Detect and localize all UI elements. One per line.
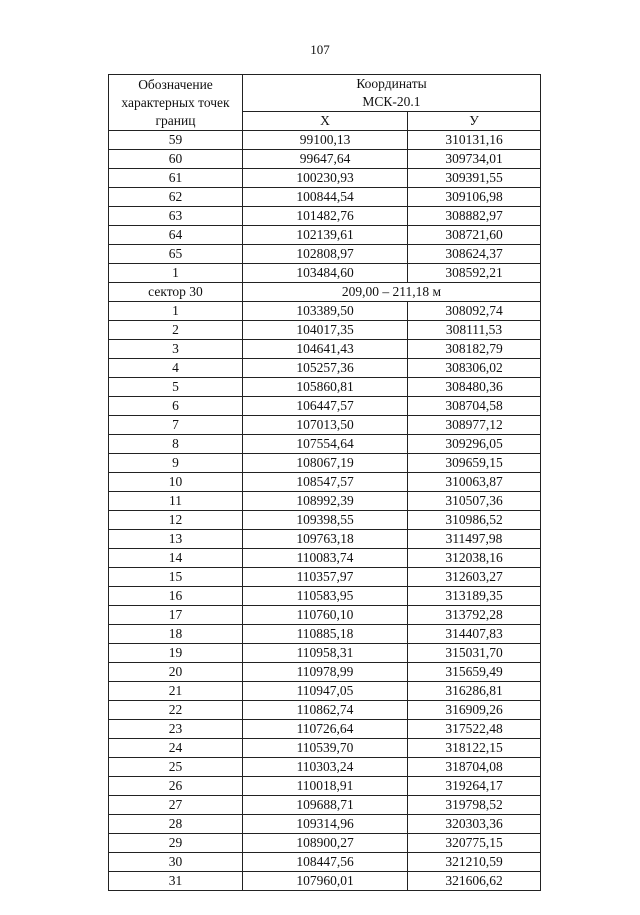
table-row bbox=[109, 511, 541, 530]
coord-x: 108900,27 bbox=[243, 834, 408, 853]
coord-y: 316286,81 bbox=[408, 682, 541, 701]
coord-x: 108992,39 bbox=[243, 492, 408, 511]
coord-y: 308306,02 bbox=[408, 359, 541, 378]
coord-x: 110958,31 bbox=[243, 644, 408, 663]
point-number: 62 bbox=[109, 188, 243, 207]
table-row bbox=[109, 169, 541, 188]
coord-x: 110303,24 bbox=[243, 758, 408, 777]
coord-x: 110885,18 bbox=[243, 625, 408, 644]
table-row bbox=[109, 378, 541, 397]
coord-y: 319798,52 bbox=[408, 796, 541, 815]
table-row bbox=[109, 758, 541, 777]
coord-x: 102808,97 bbox=[243, 245, 408, 264]
coord-x: 110357,97 bbox=[243, 568, 408, 587]
point-number: 15 bbox=[109, 568, 243, 587]
header-point-label: Обозначение характерных точек границ bbox=[109, 75, 243, 131]
sector-range: 209,00 – 211,18 м bbox=[243, 283, 541, 302]
coord-y: 310131,16 bbox=[408, 131, 541, 150]
coord-x: 105257,36 bbox=[243, 359, 408, 378]
coord-x: 110760,10 bbox=[243, 606, 408, 625]
sector-name: сектор 30 bbox=[109, 283, 243, 302]
point-number: 26 bbox=[109, 777, 243, 796]
table-row bbox=[109, 663, 541, 682]
coord-x: 110726,64 bbox=[243, 720, 408, 739]
coord-y: 318122,15 bbox=[408, 739, 541, 758]
coord-x: 108447,56 bbox=[243, 853, 408, 872]
coord-y: 320303,36 bbox=[408, 815, 541, 834]
coord-y: 308111,53 bbox=[408, 321, 541, 340]
table-row bbox=[109, 473, 541, 492]
table-row bbox=[109, 340, 541, 359]
point-number: 21 bbox=[109, 682, 243, 701]
coord-y: 316909,26 bbox=[408, 701, 541, 720]
point-number: 6 bbox=[109, 397, 243, 416]
point-number: 27 bbox=[109, 796, 243, 815]
page-number: 107 bbox=[310, 42, 330, 57]
coord-y: 321210,59 bbox=[408, 853, 541, 872]
coord-y: 317522,48 bbox=[408, 720, 541, 739]
coord-y: 308592,21 bbox=[408, 264, 541, 283]
point-number: 17 bbox=[109, 606, 243, 625]
coord-x: 109688,71 bbox=[243, 796, 408, 815]
coord-y: 308182,79 bbox=[408, 340, 541, 359]
point-number: 64 bbox=[109, 226, 243, 245]
coord-y: 311497,98 bbox=[408, 530, 541, 549]
coord-x: 107013,50 bbox=[243, 416, 408, 435]
coord-y: 308977,12 bbox=[408, 416, 541, 435]
table-row bbox=[109, 644, 541, 663]
point-number: 23 bbox=[109, 720, 243, 739]
point-number: 10 bbox=[109, 473, 243, 492]
point-number: 29 bbox=[109, 834, 243, 853]
coord-x: 108547,57 bbox=[243, 473, 408, 492]
point-number: 31 bbox=[109, 872, 243, 891]
point-number: 2 bbox=[109, 321, 243, 340]
table-row bbox=[109, 625, 541, 644]
table-row bbox=[109, 302, 541, 321]
table-row bbox=[109, 264, 541, 283]
coord-x: 100230,93 bbox=[243, 169, 408, 188]
point-number: 8 bbox=[109, 435, 243, 454]
table-row bbox=[109, 549, 541, 568]
table-row bbox=[109, 701, 541, 720]
table-row bbox=[109, 853, 541, 872]
table-row bbox=[109, 131, 541, 150]
coord-x: 110539,70 bbox=[243, 739, 408, 758]
table-row bbox=[109, 796, 541, 815]
coord-x: 104641,43 bbox=[243, 340, 408, 359]
point-number: 4 bbox=[109, 359, 243, 378]
header-y: У bbox=[408, 112, 541, 131]
point-number: 14 bbox=[109, 549, 243, 568]
coord-x: 110583,95 bbox=[243, 587, 408, 606]
table-row bbox=[109, 226, 541, 245]
point-number: 12 bbox=[109, 511, 243, 530]
table-row bbox=[109, 150, 541, 169]
coord-y: 310063,87 bbox=[408, 473, 541, 492]
coord-x: 103389,50 bbox=[243, 302, 408, 321]
coord-y: 315031,70 bbox=[408, 644, 541, 663]
coord-x: 99647,64 bbox=[243, 150, 408, 169]
coord-x: 107960,01 bbox=[243, 872, 408, 891]
coord-x: 110978,99 bbox=[243, 663, 408, 682]
table-row bbox=[109, 834, 541, 853]
coord-y: 309296,05 bbox=[408, 435, 541, 454]
coord-y: 308480,36 bbox=[408, 378, 541, 397]
table-row bbox=[109, 454, 541, 473]
coord-y: 312603,27 bbox=[408, 568, 541, 587]
table-row bbox=[109, 188, 541, 207]
coordinates-table bbox=[108, 74, 541, 891]
table-row bbox=[109, 587, 541, 606]
point-number: 1 bbox=[109, 302, 243, 321]
point-number: 16 bbox=[109, 587, 243, 606]
sector-row bbox=[109, 283, 541, 302]
coord-y: 310986,52 bbox=[408, 511, 541, 530]
coord-y: 319264,17 bbox=[408, 777, 541, 796]
coord-x: 105860,81 bbox=[243, 378, 408, 397]
point-number: 11 bbox=[109, 492, 243, 511]
coord-x: 110947,05 bbox=[243, 682, 408, 701]
point-number: 60 bbox=[109, 150, 243, 169]
coord-x: 109398,55 bbox=[243, 511, 408, 530]
point-number: 3 bbox=[109, 340, 243, 359]
table-row bbox=[109, 530, 541, 549]
coord-y: 308704,58 bbox=[408, 397, 541, 416]
header-row bbox=[109, 75, 541, 112]
coord-x: 106447,57 bbox=[243, 397, 408, 416]
coord-x: 108067,19 bbox=[243, 454, 408, 473]
point-number: 28 bbox=[109, 815, 243, 834]
coord-y: 314407,83 bbox=[408, 625, 541, 644]
coord-y: 309659,15 bbox=[408, 454, 541, 473]
point-number: 61 bbox=[109, 169, 243, 188]
coord-y: 313792,28 bbox=[408, 606, 541, 625]
coord-x: 110862,74 bbox=[243, 701, 408, 720]
coord-y: 312038,16 bbox=[408, 549, 541, 568]
coord-y: 309734,01 bbox=[408, 150, 541, 169]
point-number: 13 bbox=[109, 530, 243, 549]
point-number: 59 bbox=[109, 131, 243, 150]
point-number: 19 bbox=[109, 644, 243, 663]
coord-x: 109314,96 bbox=[243, 815, 408, 834]
table-row bbox=[109, 777, 541, 796]
table-row bbox=[109, 720, 541, 739]
table-row bbox=[109, 872, 541, 891]
table-row bbox=[109, 568, 541, 587]
table-row bbox=[109, 739, 541, 758]
point-number: 20 bbox=[109, 663, 243, 682]
coord-y: 308882,97 bbox=[408, 207, 541, 226]
coord-x: 109763,18 bbox=[243, 530, 408, 549]
point-number: 25 bbox=[109, 758, 243, 777]
table-row bbox=[109, 416, 541, 435]
coord-y: 309106,98 bbox=[408, 188, 541, 207]
coord-y: 309391,55 bbox=[408, 169, 541, 188]
coord-x: 103484,60 bbox=[243, 264, 408, 283]
point-number: 5 bbox=[109, 378, 243, 397]
table-row bbox=[109, 207, 541, 226]
table-row bbox=[109, 245, 541, 264]
table-row bbox=[109, 359, 541, 378]
coord-y: 313189,35 bbox=[408, 587, 541, 606]
coord-y: 315659,49 bbox=[408, 663, 541, 682]
point-number: 9 bbox=[109, 454, 243, 473]
coord-y: 308092,74 bbox=[408, 302, 541, 321]
coord-x: 104017,35 bbox=[243, 321, 408, 340]
table-row bbox=[109, 321, 541, 340]
coord-y: 321606,62 bbox=[408, 872, 541, 891]
point-number: 63 bbox=[109, 207, 243, 226]
coord-x: 100844,54 bbox=[243, 188, 408, 207]
header-x: Х bbox=[243, 112, 408, 131]
table-row bbox=[109, 492, 541, 511]
coord-x: 110018,91 bbox=[243, 777, 408, 796]
coord-y: 308721,60 bbox=[408, 226, 541, 245]
table-row bbox=[109, 435, 541, 454]
point-number: 1 bbox=[109, 264, 243, 283]
coord-x: 99100,13 bbox=[243, 131, 408, 150]
header-coordinates: Координаты МСК-20.1 bbox=[243, 75, 541, 112]
table-row bbox=[109, 606, 541, 625]
coord-y: 310507,36 bbox=[408, 492, 541, 511]
coord-y: 318704,08 bbox=[408, 758, 541, 777]
coord-x: 102139,61 bbox=[243, 226, 408, 245]
point-number: 65 bbox=[109, 245, 243, 264]
point-number: 24 bbox=[109, 739, 243, 758]
coord-x: 107554,64 bbox=[243, 435, 408, 454]
coord-x: 101482,76 bbox=[243, 207, 408, 226]
table-row bbox=[109, 815, 541, 834]
point-number: 18 bbox=[109, 625, 243, 644]
table-row bbox=[109, 397, 541, 416]
point-number: 30 bbox=[109, 853, 243, 872]
point-number: 22 bbox=[109, 701, 243, 720]
coord-x: 110083,74 bbox=[243, 549, 408, 568]
coord-y: 308624,37 bbox=[408, 245, 541, 264]
point-number: 7 bbox=[109, 416, 243, 435]
coord-y: 320775,15 bbox=[408, 834, 541, 853]
table-row bbox=[109, 682, 541, 701]
